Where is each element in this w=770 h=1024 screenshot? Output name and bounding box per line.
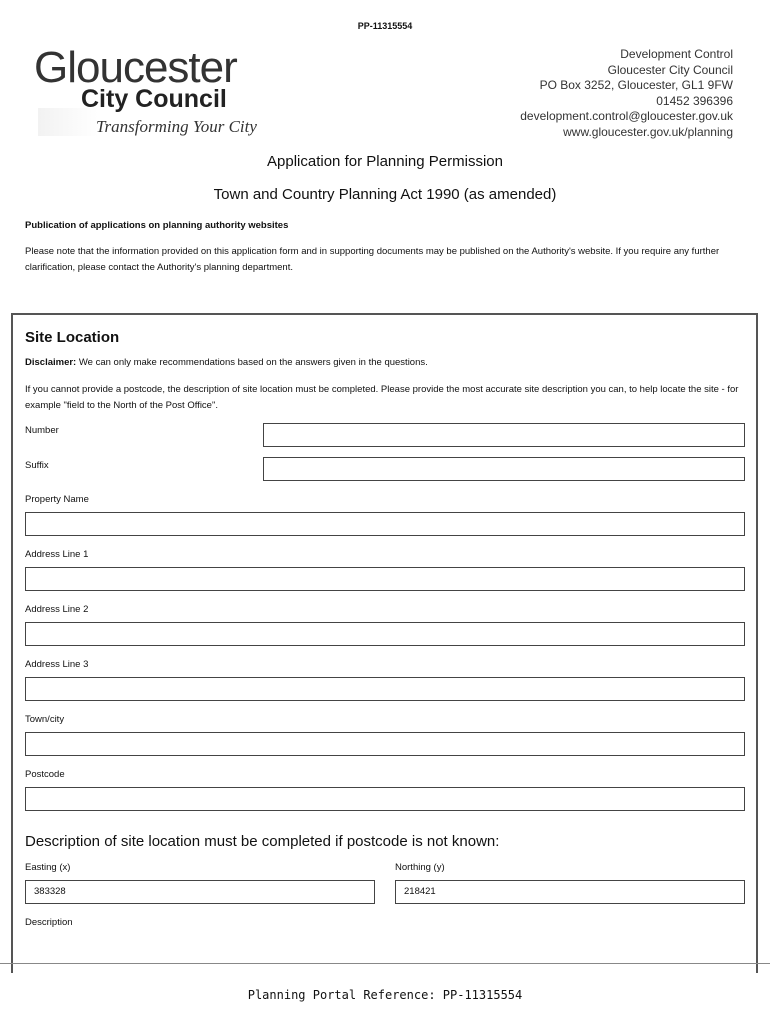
logo-gloucester: Gloucester	[34, 43, 237, 92]
number-label: Number	[25, 425, 59, 436]
northing-input[interactable]	[395, 880, 745, 904]
contact-phone: 01452 396396	[656, 93, 733, 108]
town-label: Town/city	[25, 714, 65, 725]
footer-reference: Planning Portal Reference: PP-11315554	[247, 988, 523, 1002]
property-name-value	[26, 518, 34, 529]
page-divider	[0, 963, 770, 964]
address-line-3-label: Address Line 3	[25, 659, 89, 670]
publication-text: Please note that the information provided on this application form and in supporting documents may be published on the Authority's website. If you require any further clarification, please contact the Authority's planning department.	[25, 246, 720, 273]
logo-tagline: Transforming Your City	[96, 117, 257, 136]
disclaimer-label: Disclaimer:	[25, 357, 77, 368]
council-logo	[34, 44, 284, 140]
description-label: Description	[25, 917, 73, 928]
logo-city-council: City Council	[81, 85, 227, 113]
easting-input[interactable]	[25, 880, 375, 904]
form-title: Application for Planning Permission	[267, 153, 503, 170]
town-value	[26, 738, 34, 749]
property-name-label: Property Name	[25, 494, 89, 505]
contact-department: Development Control	[620, 47, 733, 61]
address-line-2-value	[26, 628, 34, 639]
address-line-2-input[interactable]	[25, 622, 745, 646]
form-subtitle: Town and Country Planning Act 1990 (as amended)	[213, 186, 557, 203]
disclaimer-text: We can only make recommendations based on the answers given in the questions.	[76, 357, 428, 368]
town-input[interactable]	[25, 732, 745, 756]
northing-label: Northing (y)	[395, 862, 445, 873]
contact-block	[520, 47, 733, 141]
description-heading: Description of site location must be completed if postcode is not known:	[25, 833, 500, 850]
contact-website: www.gloucester.gov.uk/planning	[563, 124, 733, 139]
suffix-input[interactable]	[263, 457, 745, 481]
contact-council: Gloucester City Council	[607, 62, 733, 77]
suffix-label: Suffix	[25, 460, 49, 471]
property-name-input[interactable]	[25, 512, 745, 536]
northing-value: 218421	[404, 886, 436, 897]
contact-address: PO Box 3252, Gloucester, GL1 9FW	[539, 78, 733, 93]
suffix-value	[264, 463, 272, 474]
address-line-3-value	[26, 683, 34, 694]
easting-value: 383328	[34, 886, 66, 897]
postcode-value	[26, 793, 34, 804]
number-input[interactable]	[263, 423, 745, 447]
section-title: Site Location	[25, 329, 120, 346]
address-line-1-value	[26, 573, 34, 584]
reference-number: PP-11315554	[357, 21, 413, 31]
disclaimer	[25, 357, 428, 368]
publication-heading: Publication of applications on planning authority websites	[25, 220, 289, 231]
postcode-label: Postcode	[25, 769, 65, 780]
address-line-2-label: Address Line 2	[25, 604, 89, 615]
contact-email: development.control@gloucester.gov.uk	[520, 109, 733, 124]
postcode-input[interactable]	[25, 787, 745, 811]
number-value	[264, 429, 272, 440]
postcode-info: If you cannot provide a postcode, the description of site location must be completed. Please provide the most accurate site description you can, to help locate the site - for example "field to the North of the Post Office".	[25, 384, 739, 411]
address-line-1-label: Address Line 1	[25, 549, 89, 560]
address-line-1-input[interactable]	[25, 567, 745, 591]
address-line-3-input[interactable]	[25, 677, 745, 701]
easting-label: Easting (x)	[25, 862, 71, 873]
